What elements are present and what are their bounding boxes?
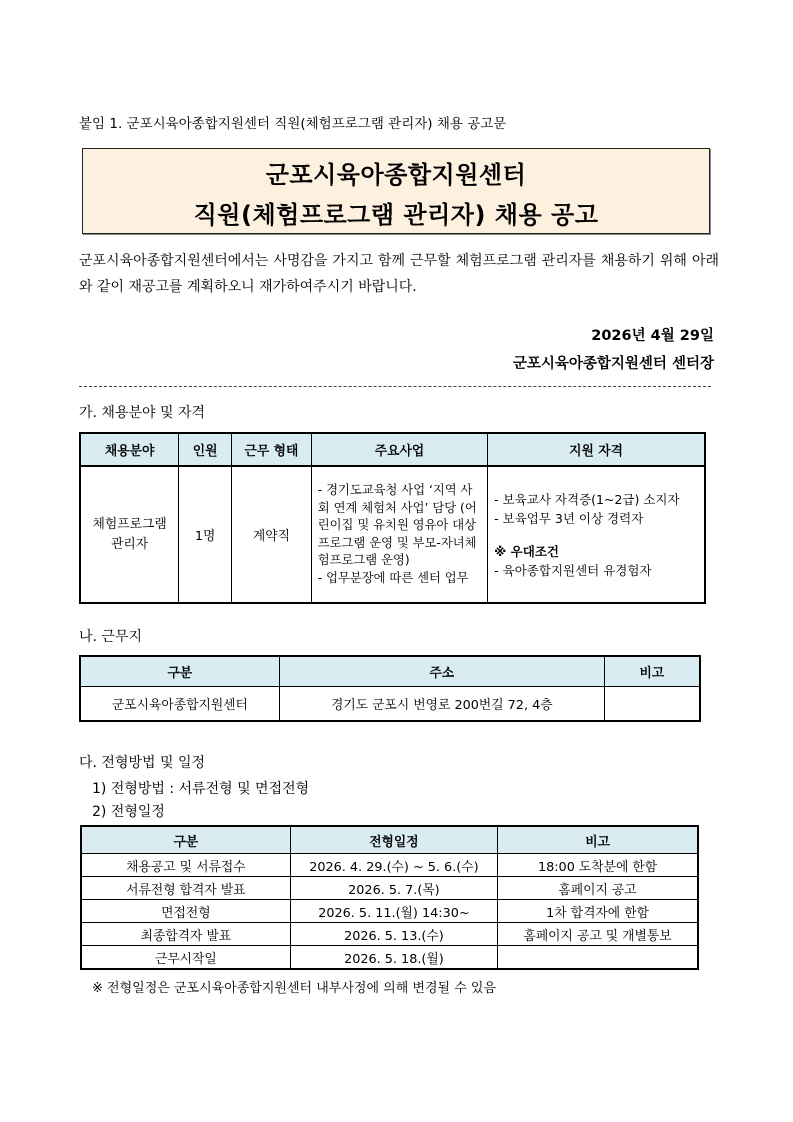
divider: [79, 386, 711, 387]
announcement-date: 2026년 4월 29일: [591, 328, 714, 344]
table-row: [81, 900, 698, 923]
title-line-2: 직원(체험프로그램 관리자) 채용 공고: [193, 201, 599, 229]
qualification-item: - 보육업무 3년 이상 경력자: [494, 510, 644, 526]
issuer: 군포시육아종합지원센터 센터장: [512, 356, 714, 372]
section-b-heading: 나. 근무지: [79, 629, 142, 645]
table-cell: 서류전형 합격자 발표: [81, 877, 290, 900]
section-c-heading: 다. 전형방법 및 일정: [79, 755, 205, 771]
business-item: - 업무분장에 따른 센터 업무: [317, 570, 469, 585]
recruitment-table: [79, 432, 706, 604]
preference-item: - 육아종합지원센터 유경험자: [494, 562, 652, 578]
spacer: [494, 528, 698, 542]
table-cell: 최종합격자 발표: [81, 923, 290, 946]
title-box: [82, 148, 710, 234]
table-cell: 2026. 4. 29.(수) ~ 5. 6.(수): [290, 854, 497, 877]
qualification-item: - 보육교사 자격증(1~2급) 소지자: [494, 491, 680, 507]
header-cell: 비고: [498, 826, 698, 854]
table-cell: 군포시육아종합지원센터: [80, 687, 279, 722]
table-row: [81, 854, 698, 877]
table-cell: 2026. 5. 18.(월): [290, 946, 497, 970]
business-cell: [311, 466, 487, 603]
schedule-label: 2) 전형일정: [92, 804, 165, 820]
table-row: [81, 877, 698, 900]
table-cell: [498, 946, 698, 970]
type-cell: 계약직: [232, 466, 312, 603]
table-cell: 근무시작일: [81, 946, 290, 970]
header-cell: 근무 형태: [232, 433, 312, 466]
table-cell: 채용공고 및 서류접수: [81, 854, 290, 877]
table-header-row: [81, 826, 698, 854]
intro-paragraph: 군포시육아종합지원센터에서는 사명감을 가지고 함께 근무할 체험프로그램 관리자를 채용하기 위해 아래와 같이 재공고를 계획하오니 재가하여주시기 바랍니다.: [79, 253, 719, 295]
table-header-row: [80, 656, 700, 687]
table-cell: 2026. 5. 13.(수): [290, 923, 497, 946]
table-row: [80, 687, 700, 722]
preference-title: ※ 우대조건: [494, 543, 559, 559]
selection-method: 1) 전형방법 : 서류전형 및 면접전형: [92, 781, 310, 797]
header-cell: 지원 자격: [488, 433, 705, 466]
business-item: - 경기도교육청 사업 ‘지역 사회 연계 체험처 사업’ 담당 (어린이집 및 유치원 영유아 대상 프로그램 운영 및 부모-자녀체험프로그램 운영): [317, 483, 477, 567]
header-cell: 인원: [179, 433, 232, 466]
table-cell: 1차 합격자에 한함: [498, 900, 698, 923]
table-cell: 경기도 군포시 번영로 200번길 72, 4층: [279, 687, 604, 722]
qualification-cell: [488, 466, 705, 603]
table-cell: 홈페이지 공고: [498, 877, 698, 900]
header-cell: 채용분야: [80, 433, 179, 466]
header-cell: 주소: [279, 656, 604, 687]
table-row: [81, 946, 698, 970]
field-cell: 체험프로그램 관리자: [80, 466, 179, 603]
table-row: [80, 466, 705, 603]
table-cell: 면접전형: [81, 900, 290, 923]
table-cell: 18:00 도착분에 한함: [498, 854, 698, 877]
schedule-note: ※ 전형일정은 군포시육아종합지원센터 내부사정에 의해 변경될 수 있음: [92, 981, 497, 996]
header-cell: 구분: [81, 826, 290, 854]
section-a-heading: 가. 채용분야 및 자격: [79, 405, 205, 421]
header-cell: 전형일정: [290, 826, 497, 854]
table-row: [81, 923, 698, 946]
table-cell: [604, 687, 700, 722]
table-header-row: [80, 433, 705, 466]
count-cell: 1명: [179, 466, 232, 603]
table-cell: 2026. 5. 11.(월) 14:30~: [290, 900, 497, 923]
workplace-table: [79, 655, 701, 722]
attachment-line: 붙임 1. 군포시육아종합지원센터 직원(체험프로그램 관리자) 채용 공고문: [79, 116, 507, 132]
header-cell: 주요사업: [311, 433, 487, 466]
header-cell: 구분: [80, 656, 279, 687]
header-cell: 비고: [604, 656, 700, 687]
table-cell: 2026. 5. 7.(목): [290, 877, 497, 900]
table-cell: 홈페이지 공고 및 개별통보: [498, 923, 698, 946]
title-line-1: 군포시육아종합지원센터: [265, 161, 527, 189]
schedule-table: [80, 825, 699, 970]
